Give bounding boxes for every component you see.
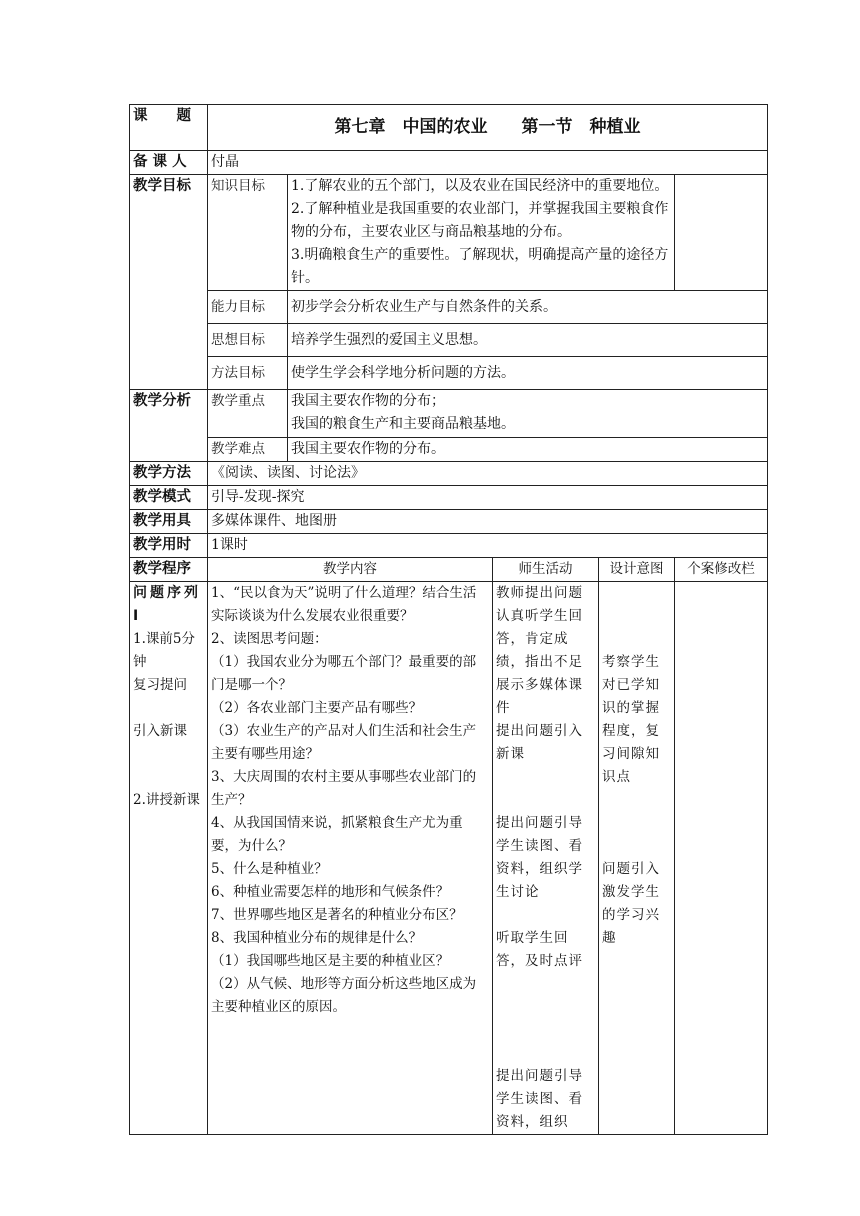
content-item-9: 6、种植业需要怎样的地形和气候条件？ [211,884,450,900]
content-item-2: 2、读图思考问题： [211,631,328,647]
difficulty: 我国主要农作物的分布。 [288,438,768,462]
content-column [208,582,493,1135]
difficulty-label: 教学难点 [208,438,288,462]
content-item-5: （3）农业生产的产品对人们生活和社会生产主要有哪些用途？ [211,723,477,762]
knowledge-objective [288,175,675,291]
procedure-label: 教学程序 [130,558,208,582]
intent-1: 考察学生对已学知识的掌握程度，复习间隙知识点 [602,654,660,785]
thought-objective-label: 思想目标 [208,324,288,357]
col-intent-header: 设计意图 [599,558,675,582]
content-item-7: 4、从我国国情来说，抓紧粮食生产尤为重要，为什么？ [211,815,463,854]
intent-column [599,582,675,1135]
method-objective: 使学生学会科学地分析问题的方法。 [288,357,768,390]
knowledge-item-1: 1.了解农业的五个部门，以及农业在国民经济中的重要地位。 [291,178,669,194]
sequence-title: 问题序列Ⅰ [133,585,201,624]
col-activity-header: 师生活动 [493,558,599,582]
activity-2: 提出问题引入新课 [496,723,583,762]
step-4: 2.讲授新课 [133,792,200,808]
knowledge-item-2: 2.了解种植业是我国重要的农业部门，并掌握我国主要粮食作物的分布，主要农业区与商品粮基地的分布。 [291,201,669,240]
activity-5: 提出问题引导学生读图、看资料，组织 [496,1068,583,1130]
activity-3: 提出问题引导学生读图、看资料，组织学生讨论 [496,815,583,900]
activity-column [493,582,599,1135]
ability-objective-label: 能力目标 [208,291,288,324]
col-revise-header: 个案修改栏 [675,558,768,582]
step-2: 复习提问 [133,677,187,693]
tools-value: 多媒体课件、地图册 [208,510,768,534]
content-item-6: 3、大庆周围的农村主要从事哪些农业部门的生产？ [211,769,477,808]
content-item-13: （2）从气候、地形等方面分析这些地区成为主要种植业区的原因。 [211,976,477,1015]
key-points-label: 教学重点 [208,390,288,438]
content-item-12: （1）我国哪些地区是主要的种植业区？ [211,953,450,969]
content-item-11: 8、我国种植业分布的规律是什么？ [211,930,423,946]
key-points [288,390,768,438]
thought-objective: 培养学生强烈的爱国主义思想。 [288,324,768,357]
key-point-2: 我国的粮食生产和主要商品粮基地。 [291,416,515,432]
content-item-10: 7、世界哪些地区是著名的种植业分布区？ [211,907,463,923]
mode-label: 教学模式 [130,486,208,510]
preparer-name: 付晶 [208,151,768,175]
method-objective-label: 方法目标 [208,357,288,390]
method-label: 教学方法 [130,462,208,486]
subject-label: 课 题 [130,105,208,151]
content-item-1: 1、“民以食为天”说明了什么道理？结合生活实际谈谈为什么发展农业很重要？ [211,585,477,624]
lesson-title: 第七章 中国的农业 第一节 种植业 [208,105,768,151]
content-item-3: （1）我国农业分为哪五个部门？最重要的部门是哪一个？ [211,654,477,693]
key-point-1: 我国主要农作物的分布； [291,393,445,409]
activity-1: 教师提出问题认真听学生回答，肯定成绩，指出不足展示多媒体课件 [496,585,583,716]
sequence-column [130,582,208,1135]
lesson-plan-table [129,104,768,1135]
knowledge-objective-label: 知识目标 [208,175,288,291]
objectives-label: 教学目标 [130,175,208,390]
hours-label: 教学用时 [130,534,208,558]
hours-value: 1课时 [208,534,768,558]
activity-4: 听取学生回答，及时点评 [496,930,583,969]
analysis-label: 教学分析 [130,390,208,462]
step-3: 引入新课 [133,723,187,739]
ability-objective: 初步学会分析农业生产与自然条件的关系。 [288,291,768,324]
step-1: 1.课前5分钟 [133,631,195,670]
knowledge-item-3: 3.明确粮食生产的重要性。了解现状，明确提高产量的途径方针。 [291,247,669,286]
mode-value: 引导-发现-探究 [208,486,768,510]
tools-label: 教学用具 [130,510,208,534]
revise-column [675,582,768,1135]
preparer-label: 备 课 人 [130,151,208,175]
empty-cell [675,175,768,291]
content-item-8: 5、什么是种植业？ [211,861,328,877]
intent-2: 问题引入激发学生的学习兴趣 [602,861,660,946]
content-item-4: （2）各农业部门主要产品有哪些？ [211,700,423,716]
method-value: 《阅读、读图、讨论法》 [208,462,768,486]
col-content-header: 教学内容 [208,558,493,582]
